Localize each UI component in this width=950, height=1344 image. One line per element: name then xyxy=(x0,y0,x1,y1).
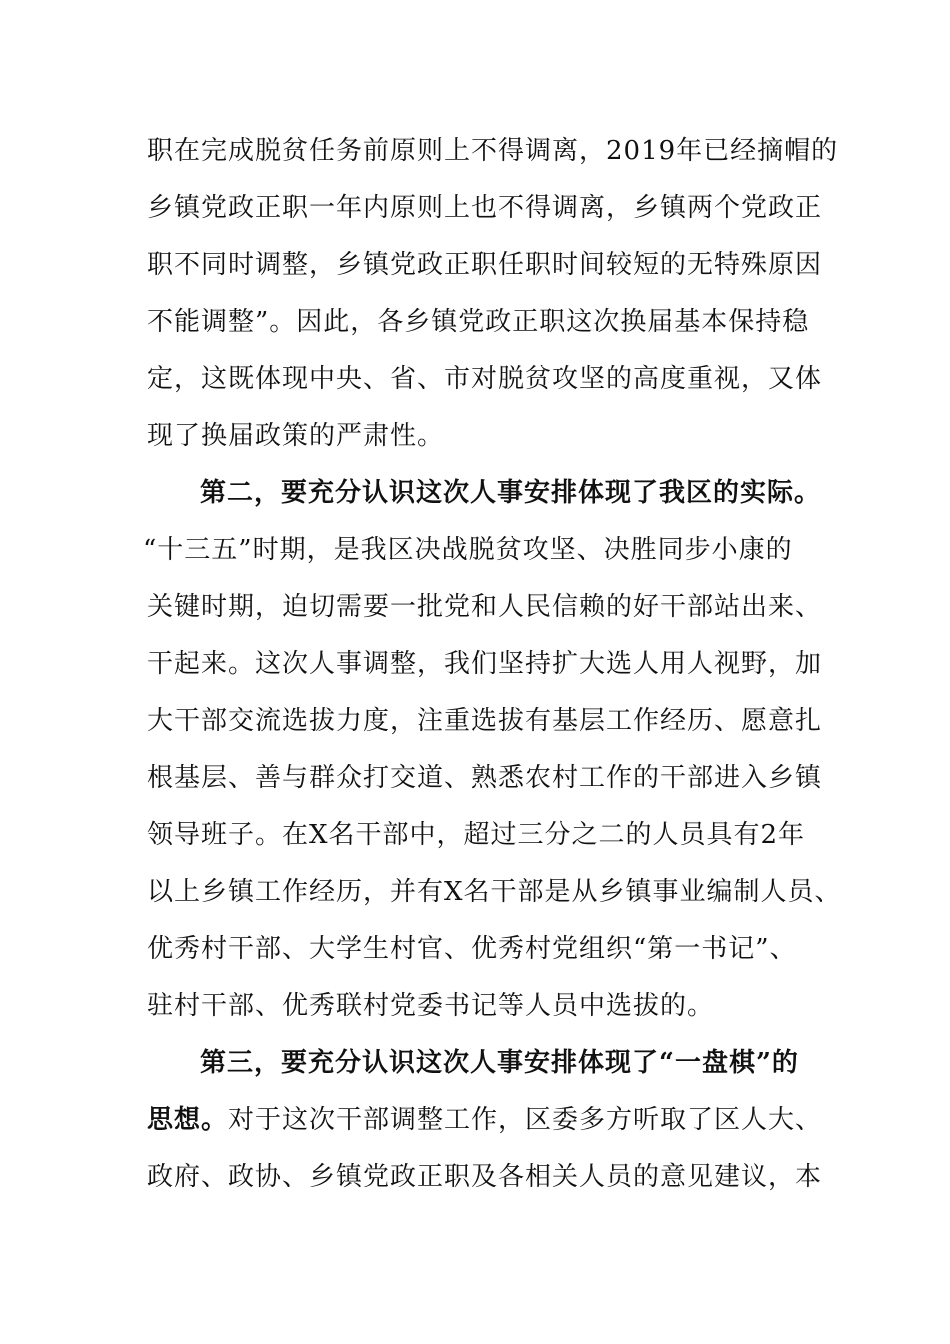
text-line: 政府、政协、乡镇党政正职及各相关人员的意见建议，本 xyxy=(147,1162,823,1192)
text-line xyxy=(147,1102,822,1138)
section-heading-2: 第二，要充分认识这次人事安排体现了我区的实际。 xyxy=(200,478,822,508)
text-line-segment: 对于这次干部调整工作，区委多方听取了区人大、 xyxy=(228,1105,823,1135)
text-line: 根基层、善与群众打交道、熟悉农村工作的干部进入乡镇 xyxy=(147,763,823,793)
text-line: “十三五”时期，是我区决战脱贫攻坚、决胜同步小康的 xyxy=(143,535,793,565)
text-line: 优秀村干部、大学生村官、优秀村党组织“第一书记”、 xyxy=(147,934,797,964)
section-heading-3: 第三，要充分认识这次人事安排体现了“一盘棋”的 xyxy=(200,1048,799,1078)
text-line: 以上乡镇工作经历，并有X名干部是从乡镇事业编制人员、 xyxy=(147,877,842,907)
text-line: 定，这既体现中央、省、市对脱贫攻坚的高度重视，又体 xyxy=(147,364,823,394)
text-line: 驻村干部、优秀联村党委书记等人员中选拔的。 xyxy=(147,991,715,1021)
text-line: 现了换届政策的严肃性。 xyxy=(147,421,445,451)
text-line: 关键时期，迫切需要一批党和人民信赖的好干部站出来、 xyxy=(147,592,823,622)
section-heading-3-end: 思想。 xyxy=(147,1105,229,1135)
text-line: 大干部交流选拔力度，注重选拔有基层工作经历、愿意扎 xyxy=(147,706,823,736)
text-line: 不能调整”。因此，各乡镇党政正职这次换届基本保持稳 xyxy=(147,307,810,337)
text-line: 职不同时调整，乡镇党政正职任职时间较短的无特殊原因 xyxy=(147,250,823,280)
text-line: 乡镇党政正职一年内原则上也不得调离，乡镇两个党政正 xyxy=(147,193,823,223)
text-line: 职在完成脱贫任务前原则上不得调离，2019年已经摘帽的 xyxy=(147,136,839,166)
text-line: 领导班子。在X名干部中，超过三分之二的人员具有2年 xyxy=(147,820,806,850)
text-line: 干起来。这次人事调整，我们坚持扩大选人用人视野，加 xyxy=(147,649,823,679)
